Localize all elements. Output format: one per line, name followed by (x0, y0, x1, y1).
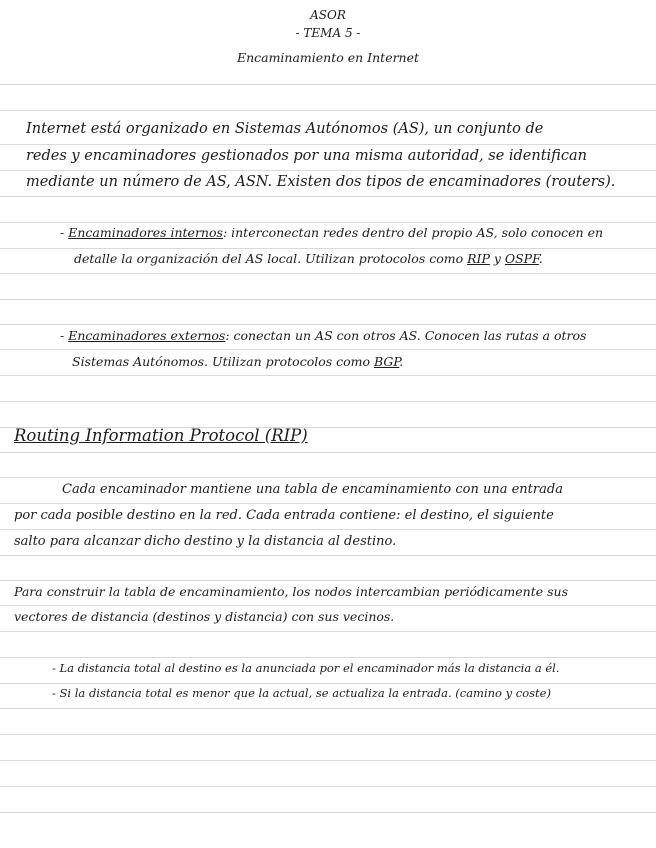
section-title-rip: Routing Information Protocol (RIP) (14, 426, 308, 445)
internal-routers-line-2 (74, 253, 543, 266)
intro-line-3: mediante un número de AS, ASN. Existen dos tipos de encaminadores (routers). (26, 174, 616, 190)
bullet-dash: - (60, 328, 65, 343)
rip-p2-line-1: Para construir la tabla de encaminamiento, los nodos intercambian periódicamente sus (14, 584, 568, 599)
internal-routers-desc-2: detalle la organización del AS local. Utilizan protocolos como (74, 251, 468, 266)
bullet-dash: - (60, 225, 65, 240)
conjunction: y (489, 251, 505, 266)
intro-line-2: redes y encaminadores gestionados por una misma autoridad, se identifican (26, 148, 587, 164)
protocol-bgp: BGP (374, 354, 400, 369)
rip-p1-line-1: Cada encaminador mantiene una tabla de encaminamiento con una entrada (62, 482, 563, 497)
external-routers-line-1 (60, 330, 586, 343)
external-routers-line-2 (72, 356, 403, 369)
period: . (399, 354, 404, 369)
protocol-rip: RIP (467, 251, 490, 266)
rip-p2-line-2: vectores de distancia (destinos y distancia) con sus vecinos. (14, 609, 395, 624)
internal-routers-term: Encaminadores internos (68, 225, 223, 240)
topic-label: - TEMA 5 - (295, 26, 361, 40)
page-subtitle: Encaminamiento en Internet (236, 50, 420, 65)
course-name: ASOR (310, 8, 346, 22)
intro-line-1: Internet está organizado en Sistemas Autónomos (AS), un conjunto de (26, 121, 544, 137)
internal-routers-line-1 (60, 227, 603, 240)
protocol-ospf: OSPF (504, 251, 539, 266)
rip-p1-line-3: salto para alcanzar dicho destino y la distancia al destino. (14, 534, 397, 549)
rip-bullet-2: - Si la distancia total es menor que la actual, se actualiza la entrada. (camino y coste) (52, 686, 551, 700)
external-routers-desc-1: : conectan un AS con otros AS. Conocen las rutas a otros (225, 328, 587, 343)
rip-p1-line-2: por cada posible destino en la red. Cada entrada contiene: el destino, el siguiente (14, 508, 554, 523)
internal-routers-desc-1: : interconectan redes dentro del propio AS, solo conocen en (222, 225, 604, 240)
external-routers-desc-2: Sistemas Autónomos. Utilizan protocolos como (72, 354, 375, 369)
external-routers-term: Encaminadores externos (68, 328, 226, 343)
rip-bullet-1: - La distancia total al destino es la anunciada por el encaminador más la distancia a él. (52, 661, 560, 675)
period: . (538, 251, 543, 266)
